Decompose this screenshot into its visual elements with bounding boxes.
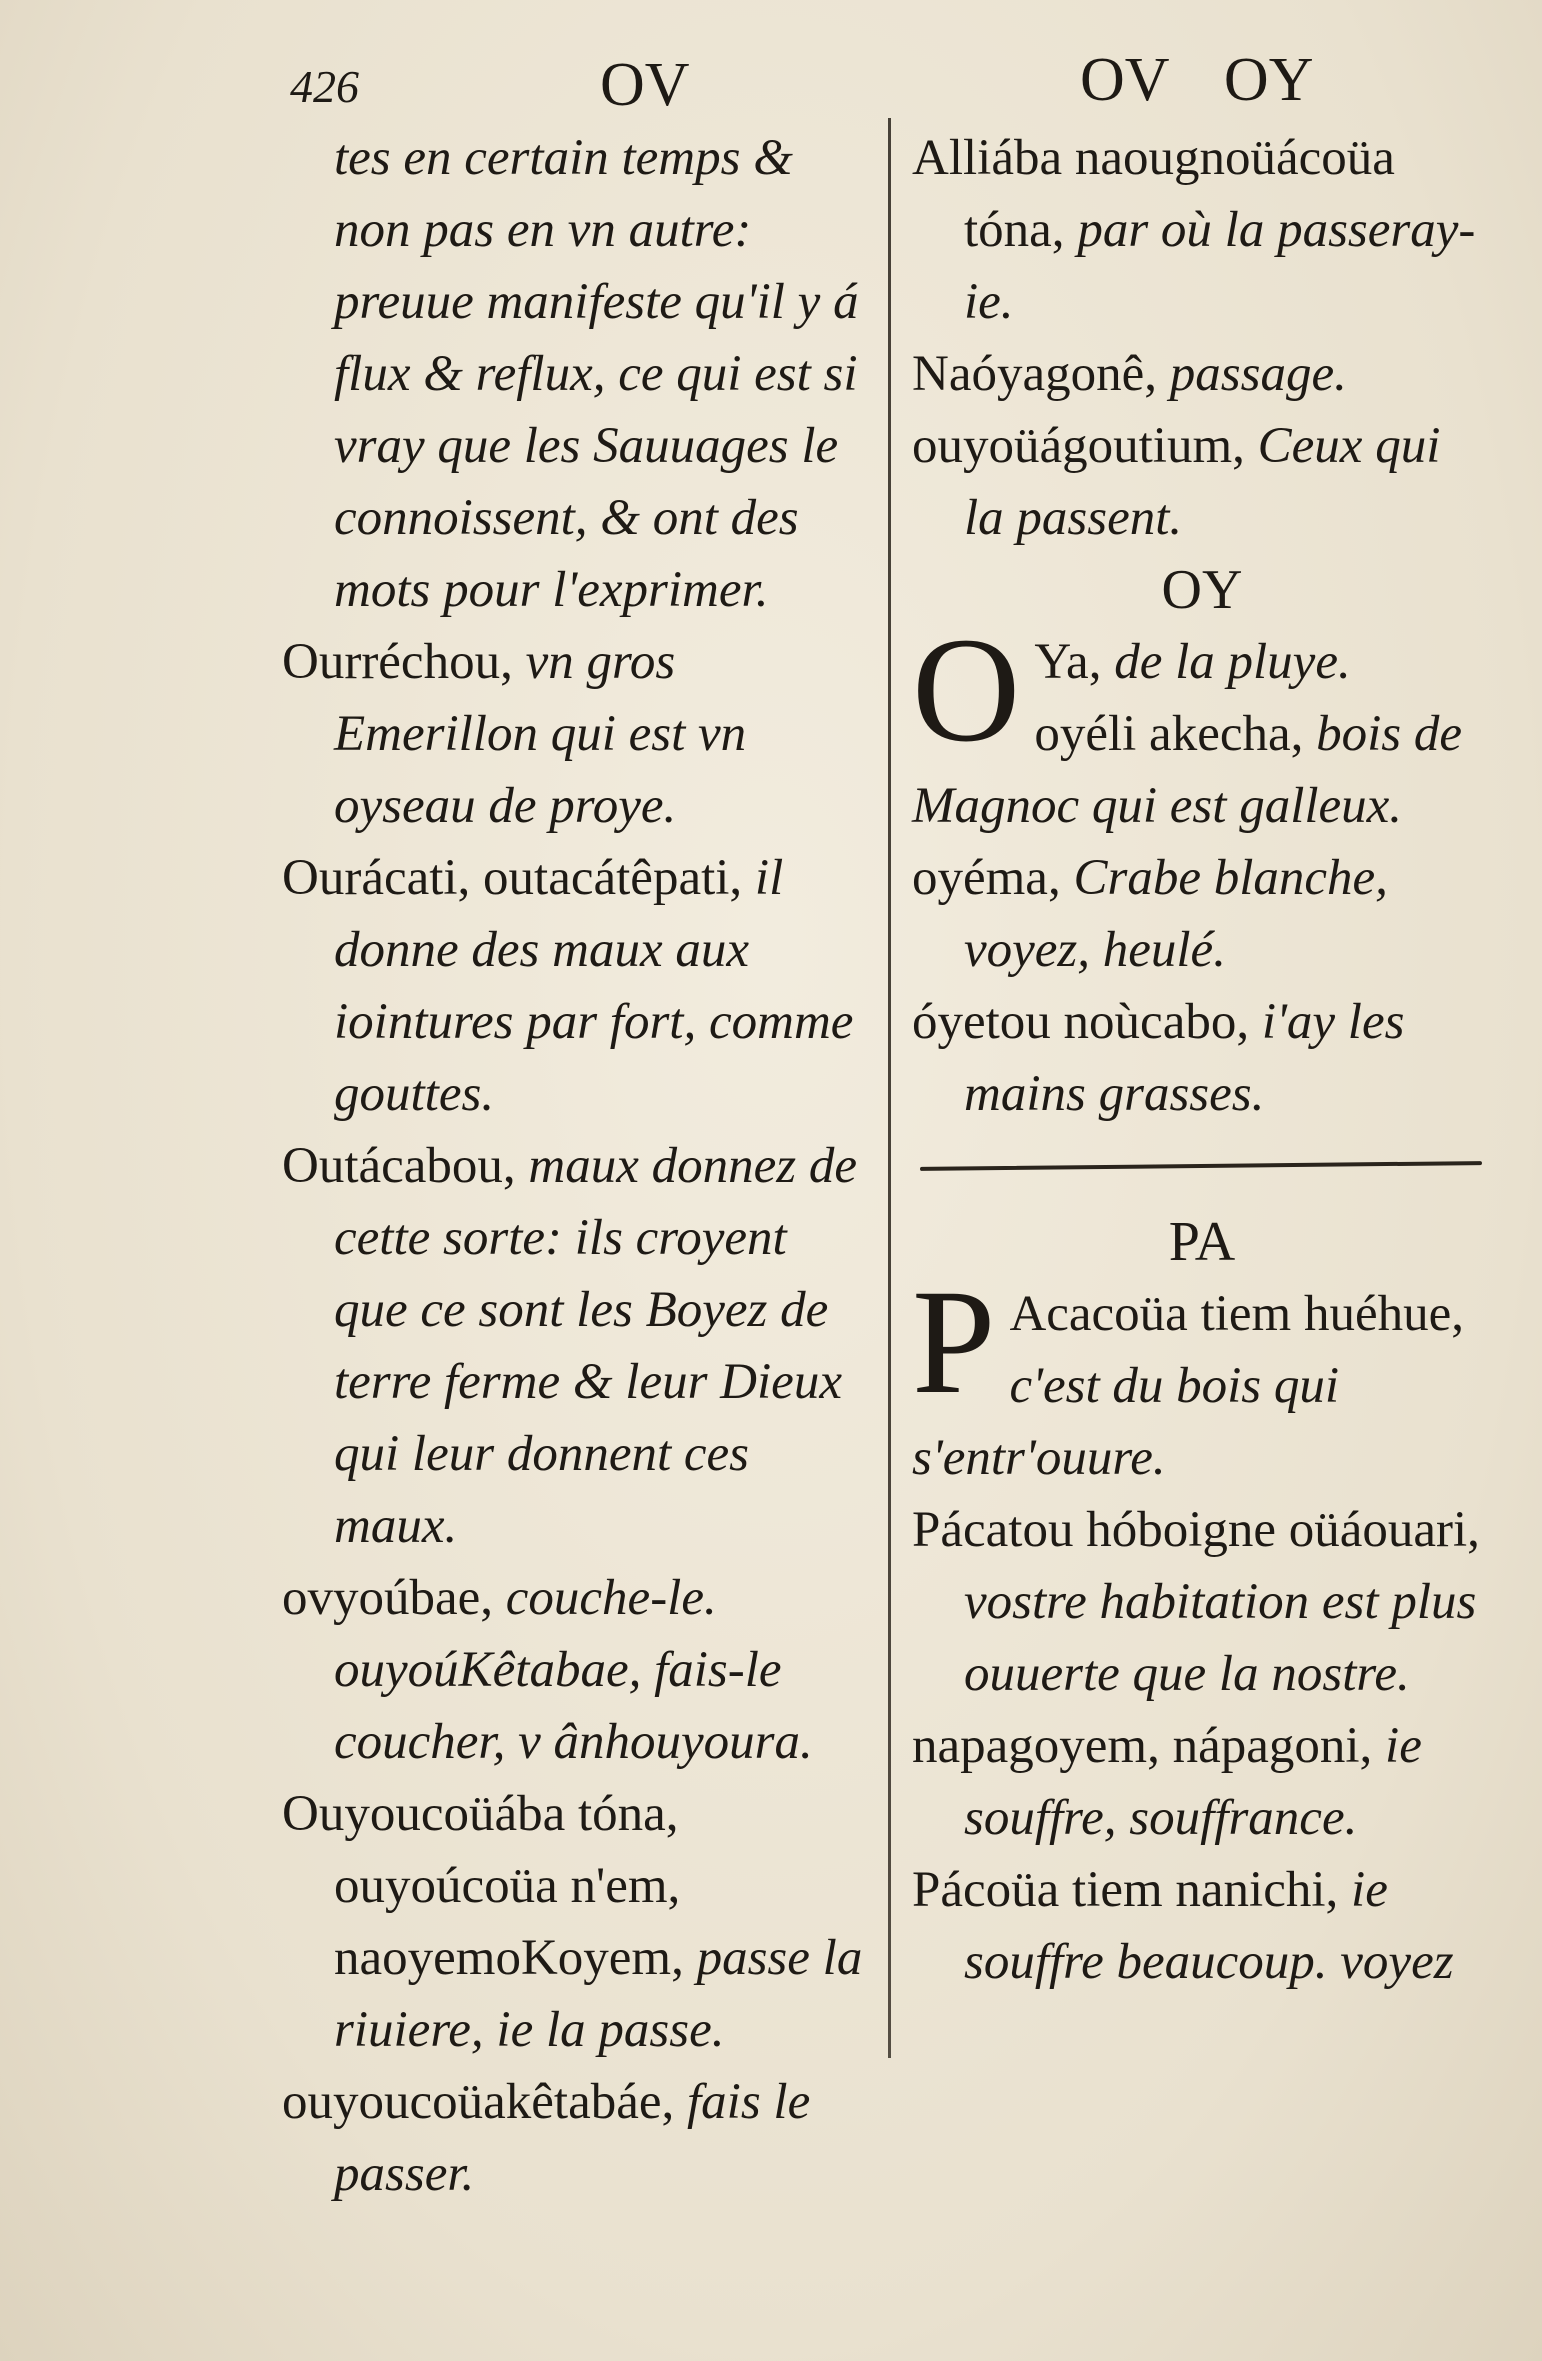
dictionary-entry xyxy=(912,842,1492,986)
entry-definition: Ceux qui la passent. xyxy=(964,418,1441,546)
column-divider xyxy=(888,118,891,2058)
entry-headword: ouyoucoüakêtabáe, xyxy=(282,2074,675,2130)
drop-cap-p: P xyxy=(912,1259,996,1425)
entry-definition: vn gros Emerillon qui est vn oyseau de proye. xyxy=(334,634,747,834)
right-column xyxy=(912,122,1492,1998)
dictionary-entry xyxy=(282,1778,872,2066)
entry-definition: couche-le. ouyoúKêtabae, fais-le coucher, v ânhouyoura. xyxy=(334,1570,813,1770)
left-running-head: OV xyxy=(600,51,690,119)
entry-definition: bois de Magnoc qui est galleux. xyxy=(912,706,1463,834)
entry-definition: ie souffre, souffrance. xyxy=(964,1718,1422,1846)
entry-definition: de la pluye. xyxy=(1114,634,1351,690)
entry-definition: maux donnez de cette sorte: ils croyent que ce sont les Boyez de terre ferme & leur Dieux qui leur donnent ces maux. xyxy=(334,1138,858,1554)
entry-headword: Ourréchou, xyxy=(282,634,513,690)
entry-definition: fais le passer. xyxy=(334,2074,811,2202)
dictionary-entry xyxy=(282,1130,872,1562)
dictionary-entry xyxy=(912,338,1492,410)
entry-definition: passe la riuiere, ie la passe. xyxy=(334,1930,863,2058)
entry-headword: Pácoüa tiem nanichi, xyxy=(912,1862,1339,1918)
right-running-head: OV OY xyxy=(1080,46,1314,114)
section-heading-oy: OY xyxy=(1161,559,1243,621)
entry-definition: tes en certain temps & non pas en vn autre: preuue manifeste qu'il y á flux & reflux, ce qui est si vray que les Sauuages le connoissent, & ont des mots pour l'exprimer. xyxy=(334,130,859,618)
dictionary-entry xyxy=(912,1259,1492,1494)
page-number: 426 xyxy=(290,61,359,112)
running-header xyxy=(0,40,1542,120)
section-heading-pa: PA xyxy=(1168,1211,1236,1273)
entry-definition: c'est du bois qui s'entr'ouure. xyxy=(912,1358,1340,1486)
dictionary-entry xyxy=(282,122,872,626)
dictionary-entry xyxy=(912,986,1492,1130)
dictionary-entry xyxy=(912,1494,1492,1710)
dictionary-entry xyxy=(912,122,1492,338)
entry-headword: Ya, xyxy=(1034,634,1102,690)
dictionary-entry xyxy=(282,2066,872,2210)
dictionary-entry xyxy=(912,410,1492,554)
dictionary-entry xyxy=(282,626,872,842)
dictionary-entry xyxy=(282,1562,872,1778)
section-pa-entries xyxy=(912,1259,1492,1494)
section-divider xyxy=(920,1161,1482,1171)
entry-headword: oyéma, xyxy=(912,850,1061,906)
left-column xyxy=(282,122,872,2210)
entry-definition: par où la passeray-ie. xyxy=(964,202,1476,330)
dictionary-entry xyxy=(282,842,872,1130)
dictionary-entry xyxy=(912,1710,1492,1854)
drop-cap-o: O xyxy=(912,607,1021,773)
entry-headword: napagoyem, nápagoni, xyxy=(912,1718,1373,1774)
entry-headword: Acacoüa tiem huéhue, xyxy=(1009,1286,1464,1342)
entry-headword: Pácatou hóboigne oüáouari, xyxy=(912,1502,1480,1558)
dictionary-entry xyxy=(912,1854,1492,1998)
entry-headword: Naóyagonê, xyxy=(912,346,1157,402)
entry-headword: oyéli akecha, xyxy=(1034,706,1304,762)
entry-definition: Crabe blanche, voyez, heulé. xyxy=(964,850,1388,978)
entry-headword: Outácabou, xyxy=(282,1138,516,1194)
entry-headword: Ourácati, outacátêpati, xyxy=(282,850,743,906)
entry-definition: il donne des maux aux iointures par fort, comme gouttes. xyxy=(334,850,854,1122)
entry-headword: óyetou noùcabo, xyxy=(912,994,1250,1050)
entry-headword: Alliába naougnoüácoüa tóna, xyxy=(912,130,1395,258)
entry-definition: passage. xyxy=(1169,346,1347,402)
entry-headword: ovyoúbae, xyxy=(282,1570,494,1626)
section-oy-entries xyxy=(912,607,1492,842)
entry-definition: vostre habitation est plus ouuerte que la nostre. xyxy=(964,1574,1477,1702)
entry-definition: ie souffre beaucoup. voyez xyxy=(964,1862,1454,1990)
entry-definition: i'ay les mains grasses. xyxy=(964,994,1405,1122)
entry-headword: Ouyoucoüába tóna, ouyoúcoüa n'em, naoyemoKoyem, xyxy=(282,1786,684,1986)
entry-headword: ouyoüágoutium, xyxy=(912,418,1245,474)
